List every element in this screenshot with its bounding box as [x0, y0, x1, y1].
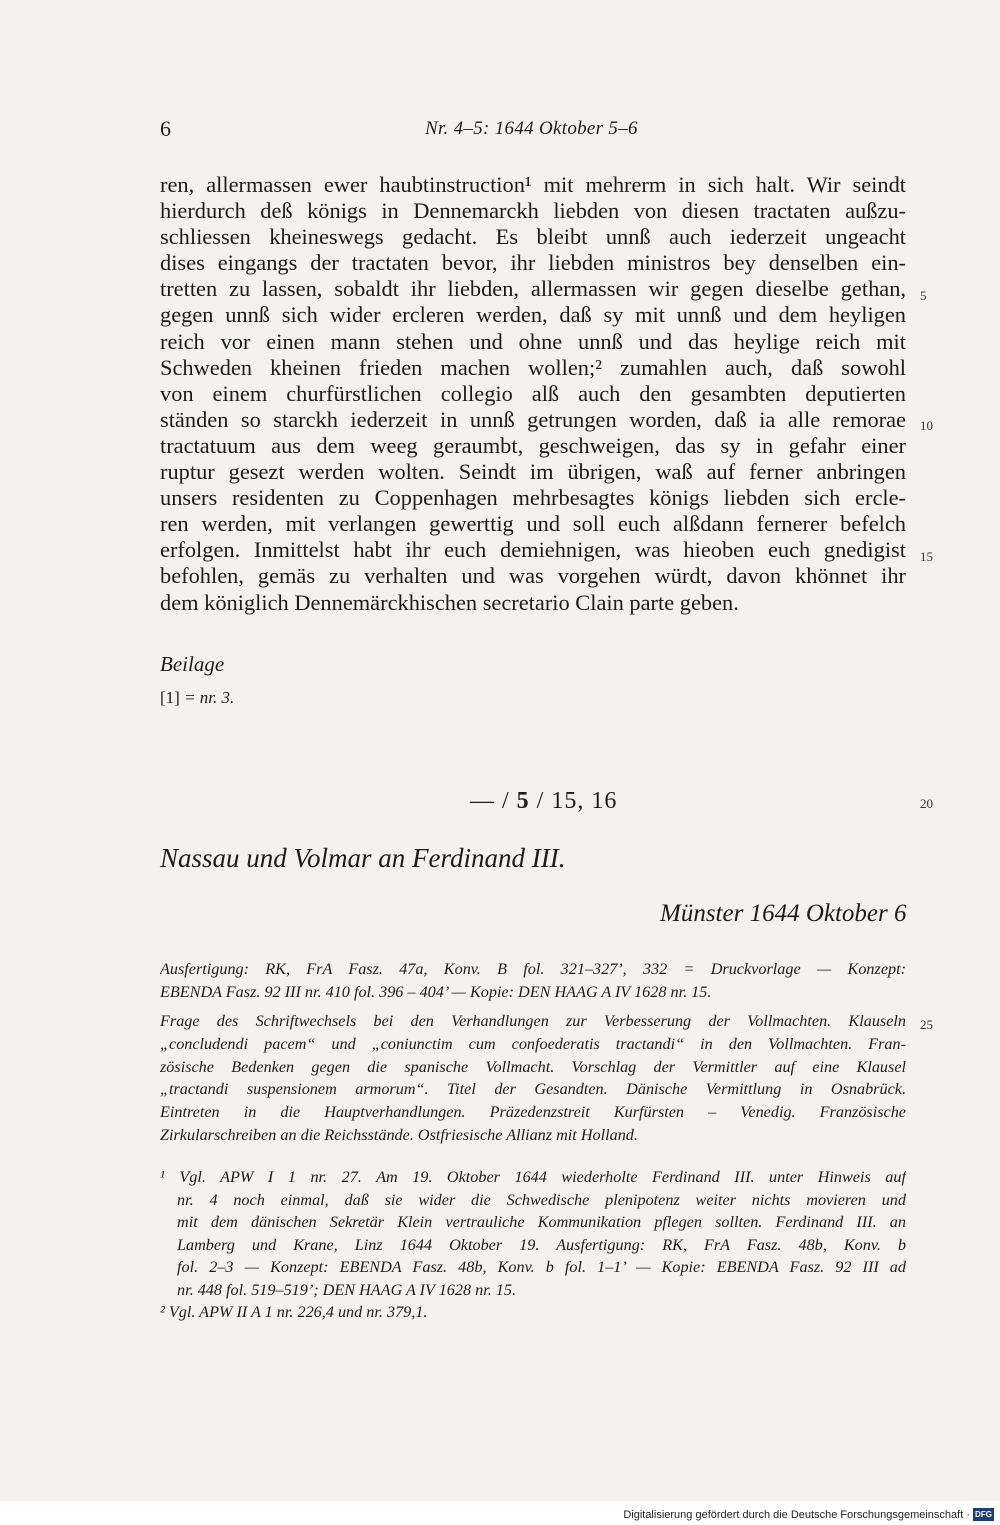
- main-text: [160, 172, 906, 616]
- footnote-2: ² Vgl. APW II A 1 nr. 226,4 und nr. 379,1.: [160, 1303, 428, 1321]
- text-line: befohlen, gemäs zu verhalten und was vorgehen würdt, davon khönnet ihr: [160, 563, 906, 589]
- footer-bar: [0, 1501, 1000, 1525]
- document-number-main: 5: [516, 788, 530, 814]
- beilage-reference: [160, 688, 234, 708]
- line-number-15: 15: [920, 549, 933, 564]
- document-title: Nassau und Volmar an Ferdinand III.: [160, 843, 566, 873]
- document-summary: [160, 1010, 906, 1147]
- running-title: Nr. 4–5: 1644 Oktober 5–6: [425, 118, 638, 139]
- page-number: 6: [160, 116, 171, 141]
- dfg-credit: Digitalisierung gefördert durch die Deutsche Forschungsgemeinschaft ·: [623, 1509, 970, 1521]
- text-line: Schweden kheinen frieden machen wollen;² zumahlen auch, daß sowohl: [160, 354, 906, 380]
- text-line: ruptur gesezt werden wolten. Seindt im übrigen, waß auf ferner anbringen: [160, 459, 906, 485]
- beilage-ref-text: = nr. 3.: [184, 688, 235, 707]
- text-line: dem königlich Dennemärckhischen secretario Clain parte geben.: [160, 589, 739, 615]
- document-number-suffix: / 15, 16: [536, 788, 618, 814]
- document-number: [470, 788, 617, 815]
- footnotes: [160, 1166, 906, 1324]
- text-line: reich vor einen mann stehen und ohne unnß und das heylige reich mit: [160, 328, 906, 354]
- source-notes: [160, 958, 906, 1004]
- text-line: von einem churfürstlichen collegio alß auch den gesambten deputierten: [160, 380, 906, 406]
- text-line: ren, allermassen ewer haubtinstruction¹ mit mehrerm in sich halt. Wir seindt: [160, 172, 906, 197]
- text-line: erfolgen. Inmittelst habt ihr euch demiehnigen, was hieoben euch gnedigist: [160, 537, 906, 563]
- text-line: tractatuum aus dem weeg geraumbt, geschweigen, das sy in gefahr einer: [160, 432, 906, 458]
- summary-line: Frage des Schriftwechsels bei den Verhandlungen zur Verbesserung der Vollmachten. Klauseln: [160, 1012, 906, 1030]
- footnote-1-line: mit dem dänischen Sekretär Klein vertrauliche Kommunikation pflegen sollten. Ferdinand III. an: [177, 1213, 906, 1231]
- text-line: ständen so starckh iederzeit in unnß getrungen worden, daß ia alle remorae: [160, 406, 906, 432]
- summary-line: Eintreten in die Hauptverhandlungen. Präzedenzstreit Kurfürsten – Venedig. Französische: [160, 1103, 906, 1122]
- footnote-1-line: fol. 2–3 — Konzept: EBENDA Fasz. 48b, Konv. b fol. 1–1’ — Kopie: EBENDA Fasz. 92 III ad: [177, 1258, 906, 1276]
- beilage-heading: Beilage: [160, 652, 225, 676]
- summary-line: Zirkularschreiben an die Reichsstände. Ostfriesische Allianz mit Holland.: [160, 1125, 638, 1144]
- line-number-10: 10: [920, 418, 933, 433]
- summary-line: zösische Bedenken gegen die spanische Vollmacht. Vorschlag der Vermittler auf eine Klausel: [160, 1057, 906, 1076]
- footnote-1-line: nr. 448 fol. 519–519’; DEN HAAG A IV 1628 nr. 15.: [177, 1280, 517, 1299]
- text-line: hierdurch deß königs in Dennemarckh liebden von diesen tractaten außzu-: [160, 198, 906, 224]
- footnote-1-line: ¹ Vgl. APW I 1 nr. 27. Am 19. Oktober 1644 wiederholte Ferdinand III. unter Hinweis auf: [160, 1168, 906, 1186]
- footnote-1-line: nr. 4 noch einmal, daß sie wider die Schwedische plenipotenz weiter nichts movieren und: [177, 1190, 906, 1209]
- document-place-date: Münster 1644 Oktober 6: [660, 900, 907, 927]
- line-number-20: 20: [920, 796, 933, 811]
- line-number-25: 25: [920, 1017, 933, 1032]
- source-line: Ausfertigung: RK, FrA Fasz. 47a, Konv. B fol. 321–327’, 332 = Druckvorlage — Konzept:: [160, 960, 906, 978]
- summary-line: „tractandi suspensionem armorum“. Titel der Gesandten. Dänische Vermittlung in Osnabrück.: [160, 1080, 906, 1099]
- source-line: EBENDA Fasz. 92 III nr. 410 fol. 396 – 404’ — Kopie: DEN HAAG A IV 1628 nr. 15.: [160, 982, 712, 1001]
- dfg-logo-icon: DFG: [973, 1508, 994, 1521]
- text-line: dises eingangs der tractaten bevor, ihr liebden ministros bey denselben ein-: [160, 250, 906, 276]
- line-number-5: 5: [920, 288, 927, 303]
- text-line: gegen unnß sich wider ercleren werden, daß sy mit unnß und dem heyligen: [160, 302, 906, 328]
- text-line: ren werden, mit verlangen gewerttig und soll euch alßdann fernerer befelch: [160, 511, 906, 537]
- document-number-prefix: — /: [470, 788, 510, 814]
- beilage-ref-number: [1]: [160, 688, 180, 707]
- text-line: schliessen kheineswegs gedacht. Es bleibt unnß auch iederzeit ungeacht: [160, 224, 906, 250]
- text-line: unsers residenten zu Coppenhagen mehrbesagtes königs liebden sich ercle-: [160, 485, 906, 511]
- summary-line: „concludendi pacem“ und „coniunctim cum confoederatis tractandi“ in den Vollmachten. Fran-: [160, 1034, 906, 1053]
- footnote-1-line: Lamberg und Krane, Linz 1644 Oktober 19. Ausfertigung: RK, FrA Fasz. 48b, Konv. b: [177, 1235, 906, 1254]
- text-line: tretten zu lassen, sobaldt ihr liebden, allermassen wir gegen dieselbe gethan,: [160, 276, 906, 302]
